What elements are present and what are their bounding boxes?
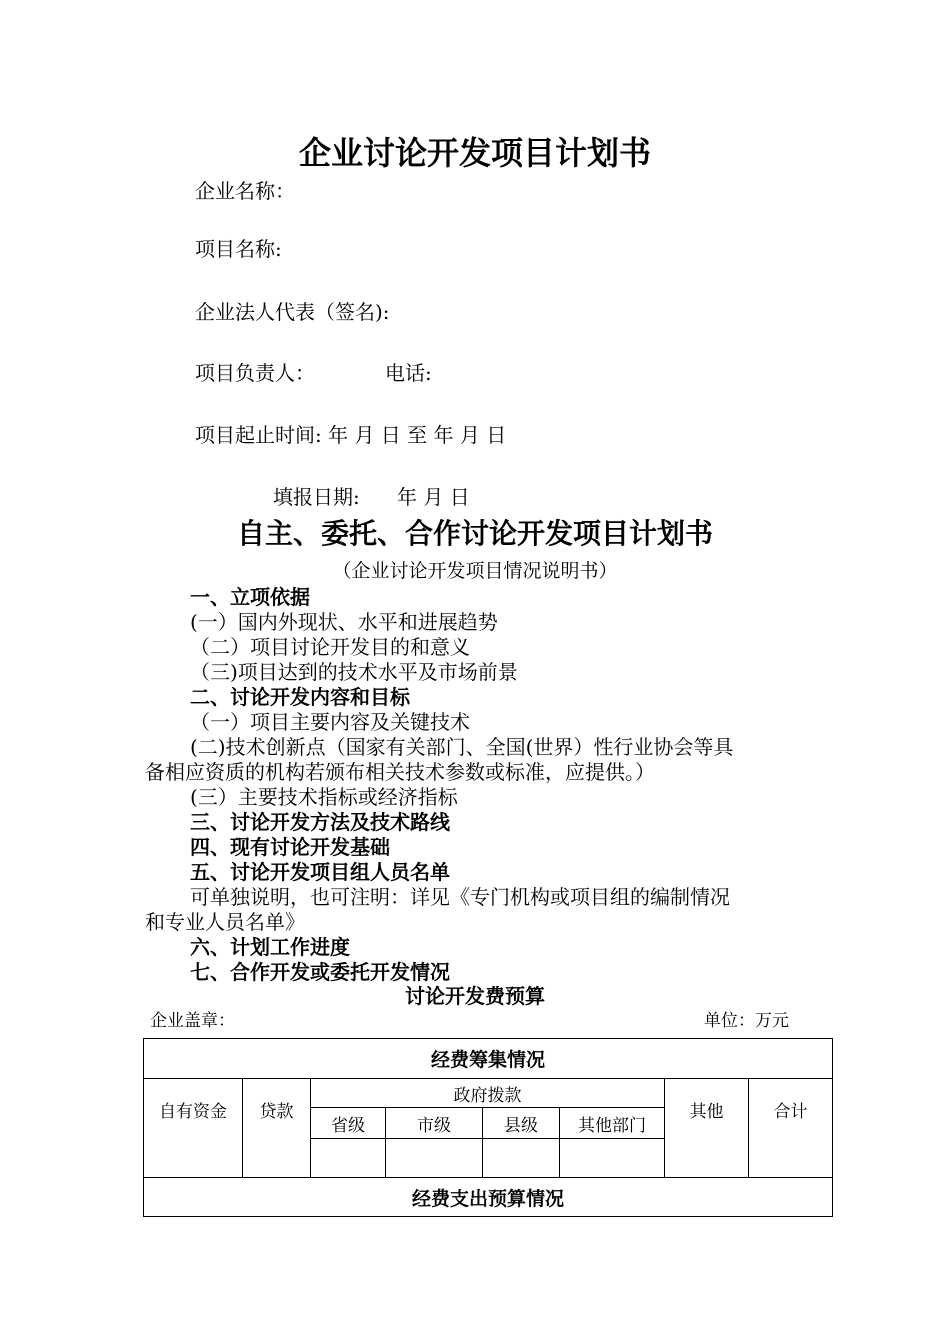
col-city: 市级 bbox=[386, 1108, 483, 1139]
fill-date-label: 填报日期: bbox=[273, 485, 360, 509]
funding-header: 经费筹集情况 bbox=[144, 1039, 833, 1079]
section-5-heading: 五、讨论开发项目组人员名单 bbox=[190, 860, 450, 884]
city-value-cell[interactable] bbox=[386, 1139, 483, 1178]
col-county: 县级 bbox=[483, 1108, 560, 1139]
col-total: 合计 bbox=[749, 1079, 833, 1178]
company-name-field: 企业名称： bbox=[195, 179, 295, 203]
section-3-heading: 三、讨论开发方法及技术路线 bbox=[190, 810, 450, 834]
company-seal-label: 企业盖章： bbox=[150, 1011, 235, 1031]
budget-title: 讨论开发费预算 bbox=[405, 984, 545, 1008]
project-leader-field: 项目负责人： bbox=[195, 361, 315, 385]
section-2-item-2-line-1: (二)技术创新点（国家有关部门、全国(世界）性行业协会等具 bbox=[190, 735, 734, 759]
col-gov-allocation: 政府拨款 bbox=[311, 1079, 665, 1108]
section-1-item-2: （二）项目讨论开发目的和意义 bbox=[190, 635, 470, 659]
legal-rep-field: 企业法人代表（签名): bbox=[195, 300, 390, 324]
section-1-item-1: (一）国内外现状、水平和进展趋势 bbox=[190, 610, 498, 634]
col-other-dept: 其他部门 bbox=[560, 1108, 665, 1139]
expense-header: 经费支出预算情况 bbox=[144, 1178, 833, 1217]
col-other: 其他 bbox=[665, 1079, 749, 1178]
section-2-item-3: (三）主要技术指标或经济指标 bbox=[190, 785, 458, 809]
province-value-cell[interactable] bbox=[311, 1139, 386, 1178]
section-6-heading: 六、计划工作进度 bbox=[190, 935, 350, 959]
phone-field: 电话: bbox=[385, 361, 432, 385]
section-1-item-3: （三)项目达到的技术水平及市场前景 bbox=[190, 660, 518, 684]
col-own-funds: 自有资金 bbox=[144, 1079, 243, 1178]
project-name-field: 项目名称: bbox=[195, 237, 282, 261]
fill-date-value: 年 月 日 bbox=[397, 485, 470, 509]
document-title: 企业讨论开发项目计划书 bbox=[298, 134, 651, 172]
section-5-note-line-2: 和专业人员名单》 bbox=[145, 910, 305, 934]
other-dept-value-cell[interactable] bbox=[560, 1139, 665, 1178]
budget-table bbox=[143, 1038, 833, 1217]
section-5-note-line-1: 可单独说明，也可注明：详见《专门机构或项目组的编制情况 bbox=[190, 885, 730, 909]
col-loan: 贷款 bbox=[243, 1079, 311, 1178]
county-value-cell[interactable] bbox=[483, 1139, 560, 1178]
section-7-heading: 七、合作开发或委托开发情况 bbox=[190, 960, 450, 984]
project-period-field: 项目起止时间: 年 月 日 至 年 月 日 bbox=[195, 423, 507, 447]
col-province: 省级 bbox=[311, 1108, 386, 1139]
plan-title: 自主、委托、合作讨论开发项目计划书 bbox=[236, 517, 713, 550]
section-2-item-1: （一）项目主要内容及关键技术 bbox=[190, 710, 470, 734]
section-4-heading: 四、现有讨论开发基础 bbox=[190, 835, 390, 859]
section-2-heading: 二、讨论开发内容和目标 bbox=[190, 685, 410, 709]
unit-label: 单位：万元 bbox=[704, 1011, 789, 1031]
section-1-heading: 一、立项依据 bbox=[190, 585, 310, 609]
section-2-item-2-line-2: 备相应资质的机构若颁布相关技术参数或标准，应提供。） bbox=[145, 760, 655, 784]
plan-subtitle: （企业讨论开发项目情况说明书） bbox=[332, 560, 618, 582]
